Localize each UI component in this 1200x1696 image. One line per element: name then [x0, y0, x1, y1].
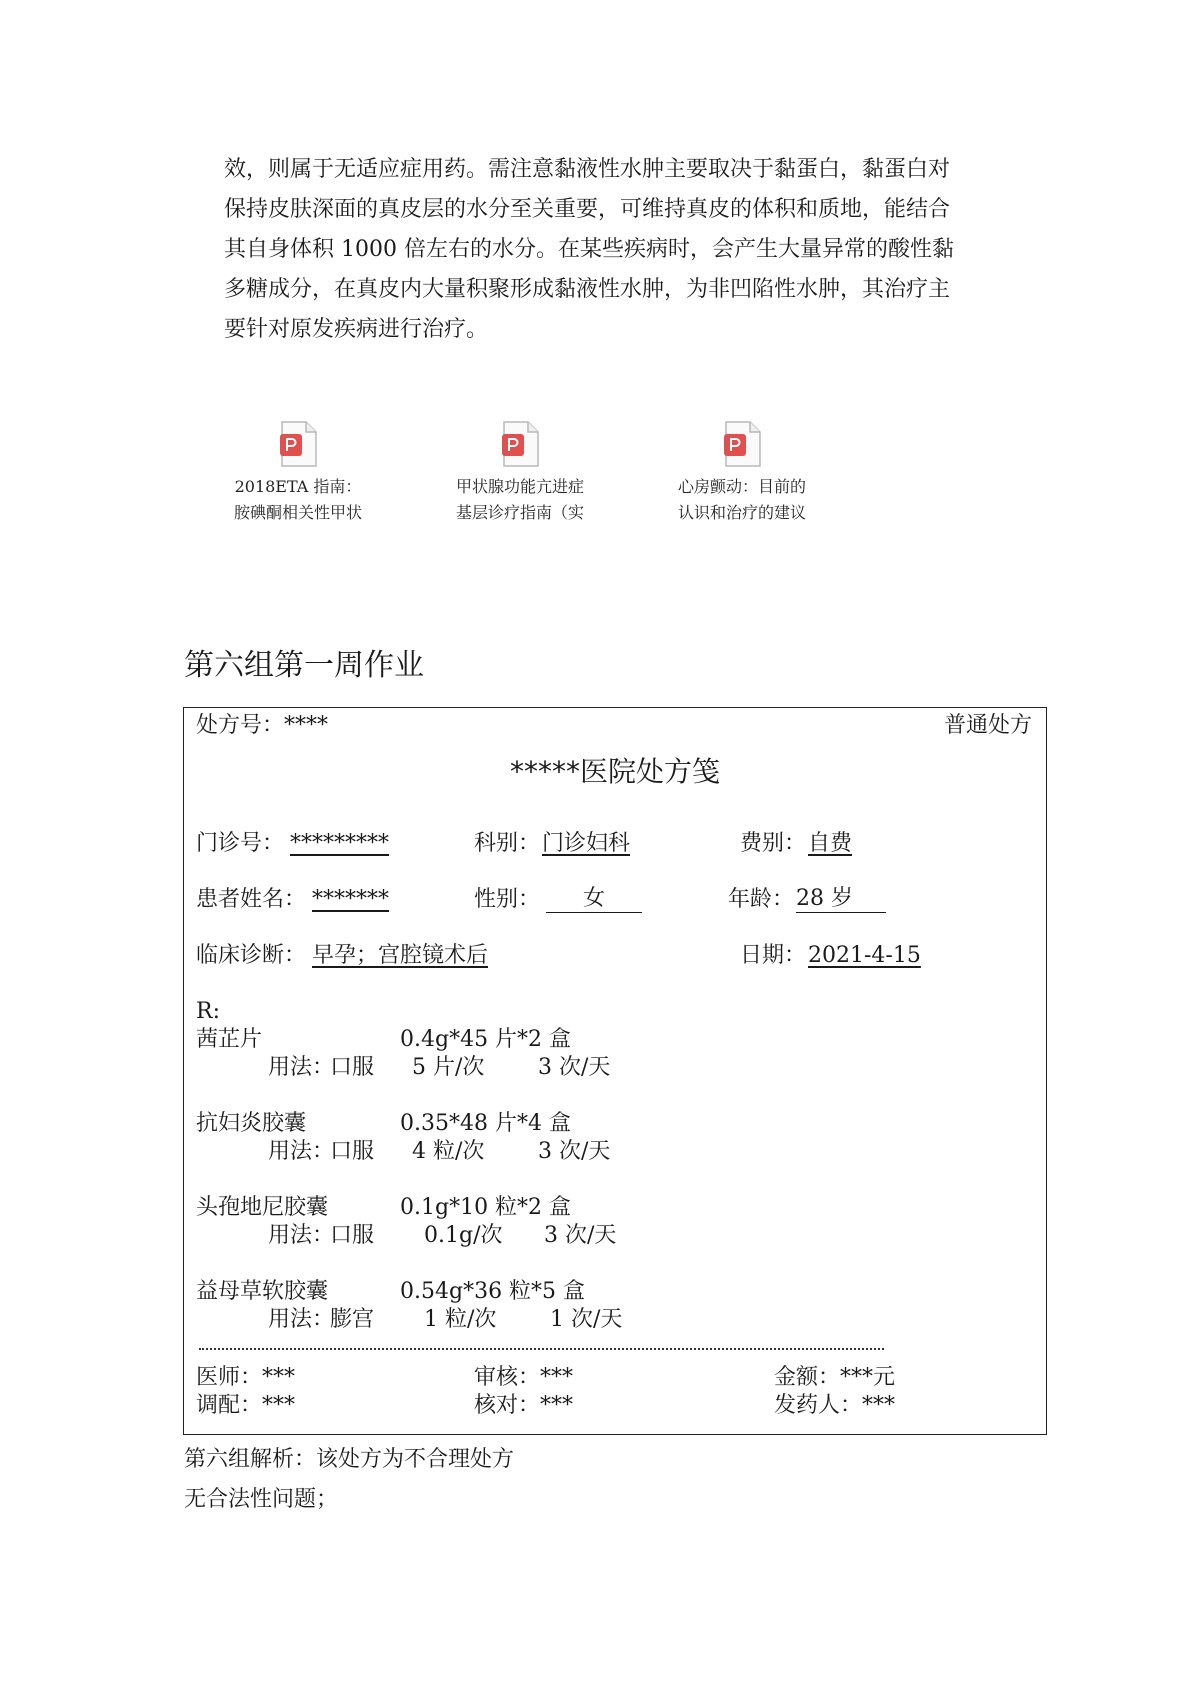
age: 28 岁: [796, 886, 886, 913]
attachment-eta-guideline[interactable]: [208, 420, 388, 526]
department: 门诊妇科: [542, 831, 631, 856]
attachment-hyperthyroidism-guideline[interactable]: [430, 420, 610, 526]
drug-name: 抗妇炎胶囊: [196, 1111, 307, 1136]
drug-name: 茜芷片: [196, 1027, 263, 1052]
drug-usage-label: 用法：: [268, 1307, 335, 1332]
amount: 金额：***元: [774, 1365, 896, 1390]
drug-route: 口服: [330, 1139, 375, 1164]
analysis-line: 无合法性问题；: [184, 1487, 339, 1512]
drug-frequency: 3 次/天: [538, 1139, 611, 1164]
attachment-atrial-fibrillation[interactable]: [652, 420, 832, 526]
clinic-no: *********: [290, 831, 389, 856]
sex: 女: [546, 886, 642, 913]
date-label: 日期：: [740, 943, 807, 968]
drug-spec: 0.35*48 片*4 盒: [400, 1111, 571, 1136]
drug-dose: 0.1g/次: [424, 1223, 503, 1248]
body-paragraph: [224, 150, 1024, 350]
rx-number-label: 处方号：: [196, 713, 285, 738]
prescription-title: *****医院处方笺: [509, 755, 720, 788]
dispenser: 调配：***: [196, 1393, 296, 1418]
diagnosis: 早孕；宫腔镜术后: [312, 943, 489, 968]
attachment-title: 认识和治疗的建议: [677, 503, 806, 522]
rx-number: ****: [284, 713, 328, 738]
attachment-title: 甲状腺功能亢进症: [455, 477, 584, 496]
drug-usage-label: 用法：: [268, 1139, 335, 1164]
attachment-title: 2018ETA 指南：: [234, 477, 362, 496]
drug-name: 益母草软胶囊: [196, 1279, 329, 1304]
drug-name: 头孢地尼胶囊: [196, 1195, 329, 1220]
diagnosis-label: 临床诊断：: [196, 943, 307, 968]
date: 2021-4-15: [808, 943, 921, 968]
drug-dose: 1 粒/次: [424, 1307, 497, 1332]
drug-frequency: 3 次/天: [538, 1055, 611, 1080]
pdf-file-icon: [500, 420, 540, 468]
pdf-file-icon: [722, 420, 762, 468]
patient-label: 患者姓名：: [196, 887, 307, 912]
patient-name: *******: [312, 887, 389, 912]
paragraph-line: 效，则属于无适应症用药。需注意黏液性水肿主要取决于黏蛋白，黏蛋白对: [224, 157, 951, 182]
r-label: R:: [196, 999, 220, 1024]
checker: 核对：***: [474, 1393, 574, 1418]
drug-usage-label: 用法：: [268, 1223, 335, 1248]
fee: 自费: [808, 831, 853, 856]
sex-label: 性别：: [474, 887, 541, 912]
fee-label: 费别：: [740, 831, 807, 856]
age-label: 年龄：: [728, 887, 795, 912]
analysis-line: 第六组解析：该处方为不合理处方: [184, 1447, 515, 1472]
drug-spec: 0.4g*45 片*2 盒: [400, 1027, 572, 1052]
drug-frequency: 1 次/天: [550, 1307, 623, 1332]
attachment-list: [0, 420, 1200, 530]
drug-spec: 0.54g*36 粒*5 盒: [400, 1279, 586, 1304]
drug-route: 膨宫: [330, 1307, 375, 1332]
clinic-no-label: 门诊号：: [196, 831, 285, 856]
paragraph-line: 保持皮肤深面的真皮层的水分至关重要，可维持真皮的体积和质地，能结合: [224, 197, 951, 222]
rx-type: 普通处方: [943, 713, 1032, 738]
paragraph-line: 多糖成分，在真皮内大量积聚形成黏液性水肿，为非凹陷性水肿，其治疗主: [224, 277, 951, 302]
drug-dose: 5 片/次: [412, 1055, 485, 1080]
drug-route: 口服: [330, 1223, 375, 1248]
drug-usage-label: 用法：: [268, 1055, 335, 1080]
department-label: 科别：: [474, 831, 541, 856]
pdf-file-icon: [278, 420, 318, 468]
prescription-form: [183, 707, 1047, 1435]
attachment-title: 基层诊疗指南（实: [455, 503, 584, 522]
paragraph-line: 要针对原发疾病进行治疗。: [224, 317, 489, 342]
reviewer: 审核：***: [474, 1365, 574, 1390]
paragraph-line: 其自身体积 1000 倍左右的水分。在某些疾病时，会产生大量异常的酸性黏: [224, 237, 954, 262]
dotted-divider: [199, 1348, 884, 1350]
issuer: 发药人：***: [774, 1393, 896, 1418]
attachment-title: 心房颤动：目前的: [677, 477, 806, 496]
drug-frequency: 3 次/天: [544, 1223, 617, 1248]
doctor: 医师：***: [196, 1365, 296, 1390]
drug-route: 口服: [330, 1055, 375, 1080]
section-title: 第六组第一周作业: [184, 648, 424, 683]
drug-spec: 0.1g*10 粒*2 盒: [400, 1195, 572, 1220]
attachment-title: 胺碘酮相关性甲状: [233, 503, 362, 522]
drug-dose: 4 粒/次: [412, 1139, 485, 1164]
